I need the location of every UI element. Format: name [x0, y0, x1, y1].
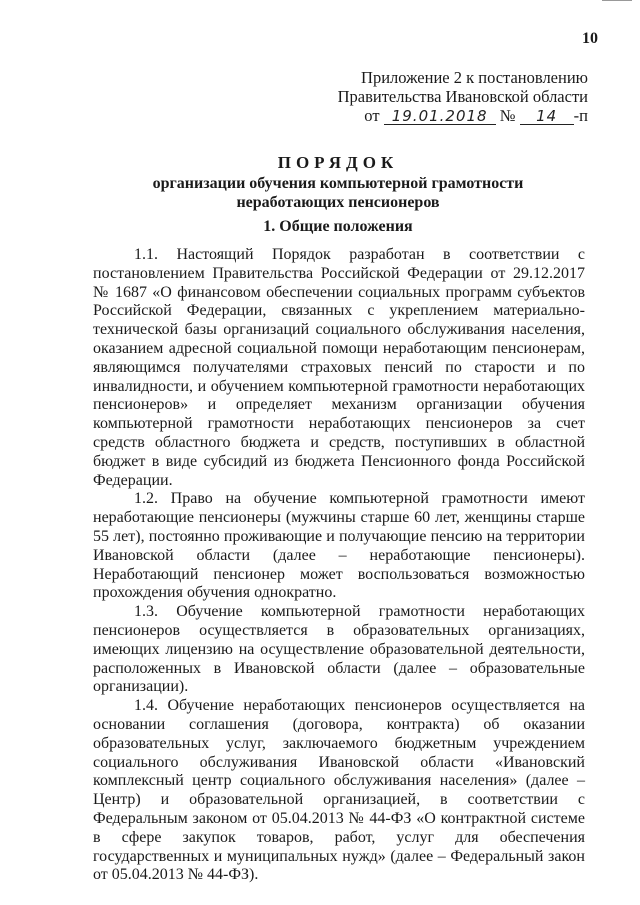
appendix-number-sign: №: [499, 106, 516, 125]
handwritten-number: 14: [520, 108, 574, 125]
appendix-ot-label: от: [364, 106, 380, 125]
document-subtitle-line-2: неработающих пенсионеров: [236, 194, 440, 211]
paragraph-1-2: 1.2. Право на обучение компьютерной грамотности имеют неработающие пенсионеры (мужчины старше 60 лет, женщины старше 55 лет), постоянно проживающие и получающие пенсию на территории Ивановской области (далее – неработающие пенсионеры). Неработающий пенсионер может воспользоваться возможностью прохождения обучения однократно.: [93, 490, 585, 602]
document-body: [93, 246, 585, 885]
scan-edge-mark: [602, 0, 632, 1]
appendix-line-2: Правительства Ивановской области: [337, 87, 588, 106]
paragraph-1-4: 1.4. Обучение неработающих пенсионеров осуществляется на основании соглашения (договора, контракта) об оказании образовательных услуг, заключаемого бюджетным учреждением социального обслуживания Ивановской области «Ивановский комплексный центр социального обслуживания населения» (далее – Центр) и образовательной организацией, в соответствии с Федеральным законом от 05.04.2013 № 44-ФЗ «О контрактной системе в сфере закупок товаров, работ, услуг для обеспечения государственных и муниципальных нужд» (далее – Федеральный закон от 05.04.2013 № 44-ФЗ).: [93, 697, 585, 884]
document-title-block: [88, 152, 588, 212]
appendix-suffix: -п: [573, 106, 588, 125]
handwritten-date: 19.01.2018: [384, 108, 496, 125]
paragraph-1-1: 1.1. Настоящий Порядок разработан в соответствии с постановлением Правительства Российской Федерации от 29.12.2017 № 1687 «О финансовом обеспечении социальных программ субъектов Российской Федерации, связанных с укреплением материально-технической базы организаций социального обслуживания населения, оказанием адресной социальной помощи неработающим пенсионерам, являющимся получателями страховых пенсий по старости и по инвалидности, и обучением компьютерной грамотности неработающих пенсионеров» и определяет механизм организации обучения компьютерной грамотности неработающих пенсионеров за счет средств областного бюджета и средств, поступивших в областной бюджет в виде субсидий из бюджета Пенсионного фонда Российской Федерации.: [93, 246, 585, 489]
section-heading: 1. Общие положения: [263, 218, 413, 235]
appendix-line-1: Приложение 2 к постановлению: [361, 68, 588, 87]
document-subtitle-line-1: организации обучения компьютерной грамотности: [152, 175, 524, 192]
page-number: 10: [582, 30, 598, 47]
appendix-header: [338, 68, 588, 125]
appendix-line-3: [338, 106, 588, 125]
document-title: ПОРЯДОК: [277, 153, 399, 172]
paragraph-1-3: 1.3. Обучение компьютерной грамотности неработающих пенсионеров осуществляется в образовательных организациях, имеющих лицензию на осуществление образовательной деятельности, расположенных в Ивановской области (далее – образовательные организации).: [93, 603, 585, 696]
